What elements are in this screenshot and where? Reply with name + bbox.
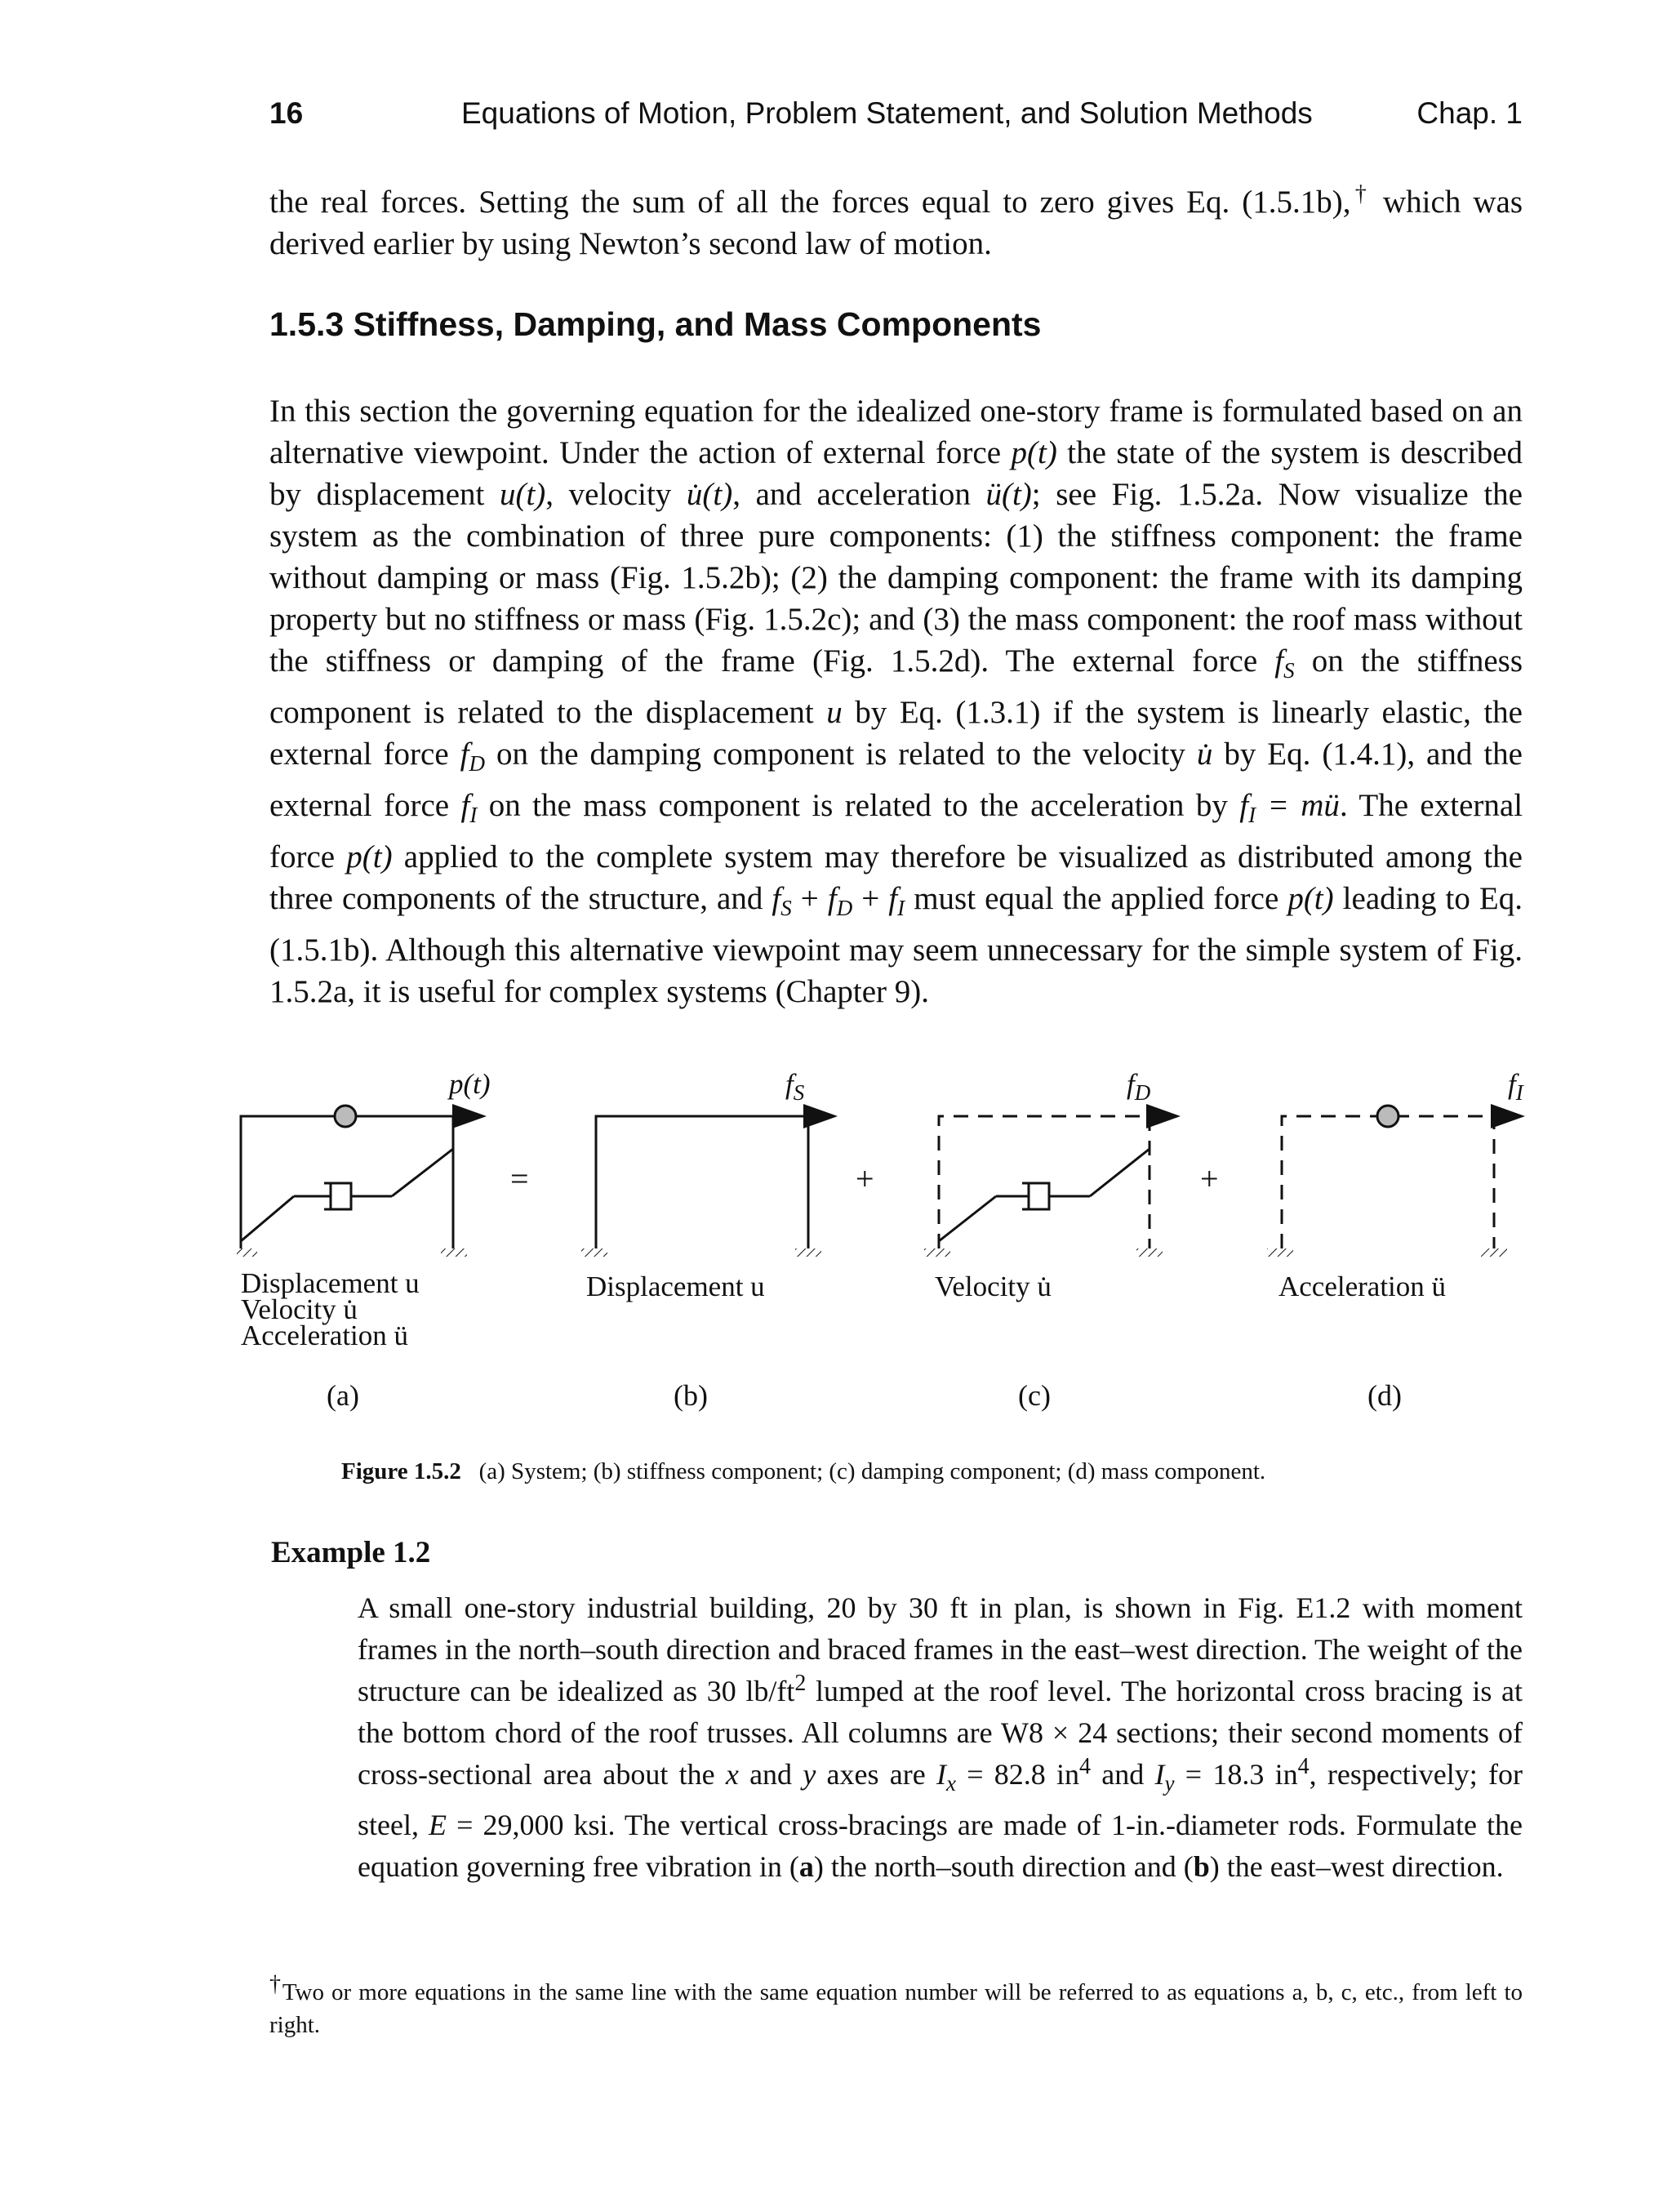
label-c: Velocity u̇ — [935, 1271, 1052, 1302]
footnote: †Two or more equations in the same line with the same equation number will be referred to as equations a, b, c, etc., from left to right. — [269, 1971, 1523, 2038]
part-d: (d) — [1367, 1379, 1402, 1412]
page-number: 16 — [269, 96, 304, 130]
frame-d — [1267, 1106, 1520, 1257]
plus-sign-2: + — [1200, 1160, 1219, 1197]
frame-b — [581, 1116, 833, 1257]
part-c: (c) — [1018, 1379, 1051, 1412]
header-chapter: Chap. 1 — [1416, 96, 1523, 130]
figure-caption: Figure 1.5.2 (a) System; (b) stiffness component; (c) damping component; (d) mass component. — [341, 1458, 1266, 1484]
label-d: Acceleration ü — [1278, 1271, 1447, 1302]
label-a: Displacement u Velocity u̇ Acceleration ü — [241, 1267, 420, 1351]
example-title: Example 1.2 — [271, 1536, 431, 1569]
part-a: (a) — [327, 1379, 359, 1412]
equals-sign: = — [510, 1160, 529, 1197]
frame-a — [237, 1106, 482, 1257]
running-header — [269, 96, 1523, 145]
label-b: Displacement u — [586, 1271, 765, 1302]
force-label-d: $f_I$ — [1508, 1068, 1523, 1105]
part-b: (b) — [674, 1379, 708, 1412]
plus-sign-1: + — [856, 1160, 874, 1197]
footnote-marker: † — [1350, 181, 1371, 207]
force-label-a: p(t) — [449, 1068, 491, 1100]
force-label-c: $f_D$ — [1127, 1068, 1151, 1105]
header-title: Equations of Motion, Problem Statement, and Solution Methods — [461, 96, 1313, 130]
figure-drawing — [237, 1078, 1543, 1453]
frame-c — [924, 1116, 1176, 1257]
force-label-b: $f_S$ — [785, 1068, 805, 1105]
body-paragraph: In this section the governing equation for the idealized one-story frame is formulated based on an alternative viewpoint. Under the action of external force p(t) the state of the system is described by displacement u(t), velocity u̇(t), and acceleration ü(t); see Fig. 1.5.2a. Now visualize the system as the combination of three pure components: (1) the stiffness component: the frame without damping or mass (Fig. 1.5.2b); (2) the damping component: the frame with its damping property but no stiffness or mass (Fig. 1.5.2c); and (3) the mass component: the roof mass without the stiffness or damping of the frame (Fig. 1.5.2d). The external force $f_S$ on the stiffness component is related to the displacement u by Eq. (1.3.1) if the system is linearly elastic, the external force $f_D$ on the damping component is related to the velocity u̇ by Eq. (1.4.1), and the external force $f_I$ on the mass component is related to the acceleration by $f_I$ = mü. The external force p(t) applied to the complete system may therefore be visualized as distributed among the three components of the structure, and $f_S + f_D + f_I$ must equal the applied force p(t) leading to Eq. (1.5.1b). Although this alternative viewpoint may seem unnecessary for the simple system of Fig. 1.5.2a, it is useful for complex systems (Chapter 9). — [269, 394, 1523, 1009]
section-heading: 1.5.3 Stiffness, Damping, and Mass Components — [269, 305, 1042, 343]
example-body: A small one-story industrial building, 20 by 30 ft in plan, is shown in Fig. E1.2 with moment frames in the north–south direction and braced frames in the east–west direction. The weight of the structure can be idealized as 30 lb/ft$^2$ lumped at the roof level. The horizontal cross bracing is at the bottom chord of the roof trusses. All columns are W8 × 24 sections; their second moments of cross-sectional area about the x and y axes are $I_x = 82.8$ in$^4$ and $I_y = 18.3$ in$^4$, respectively; for steel, E = 29,000 ksi. The vertical cross-bracings are made of 1-in.-diameter rods. Formulate the equation governing free vibration in (a) the north–south direction and (b) the east–west direction. — [358, 1591, 1523, 1883]
intro-paragraph: the real forces. Setting the sum of all the forces equal to zero gives Eq. (1.5.1b),† which was derived earlier by using Newton’s second law of motion. — [269, 181, 1523, 261]
